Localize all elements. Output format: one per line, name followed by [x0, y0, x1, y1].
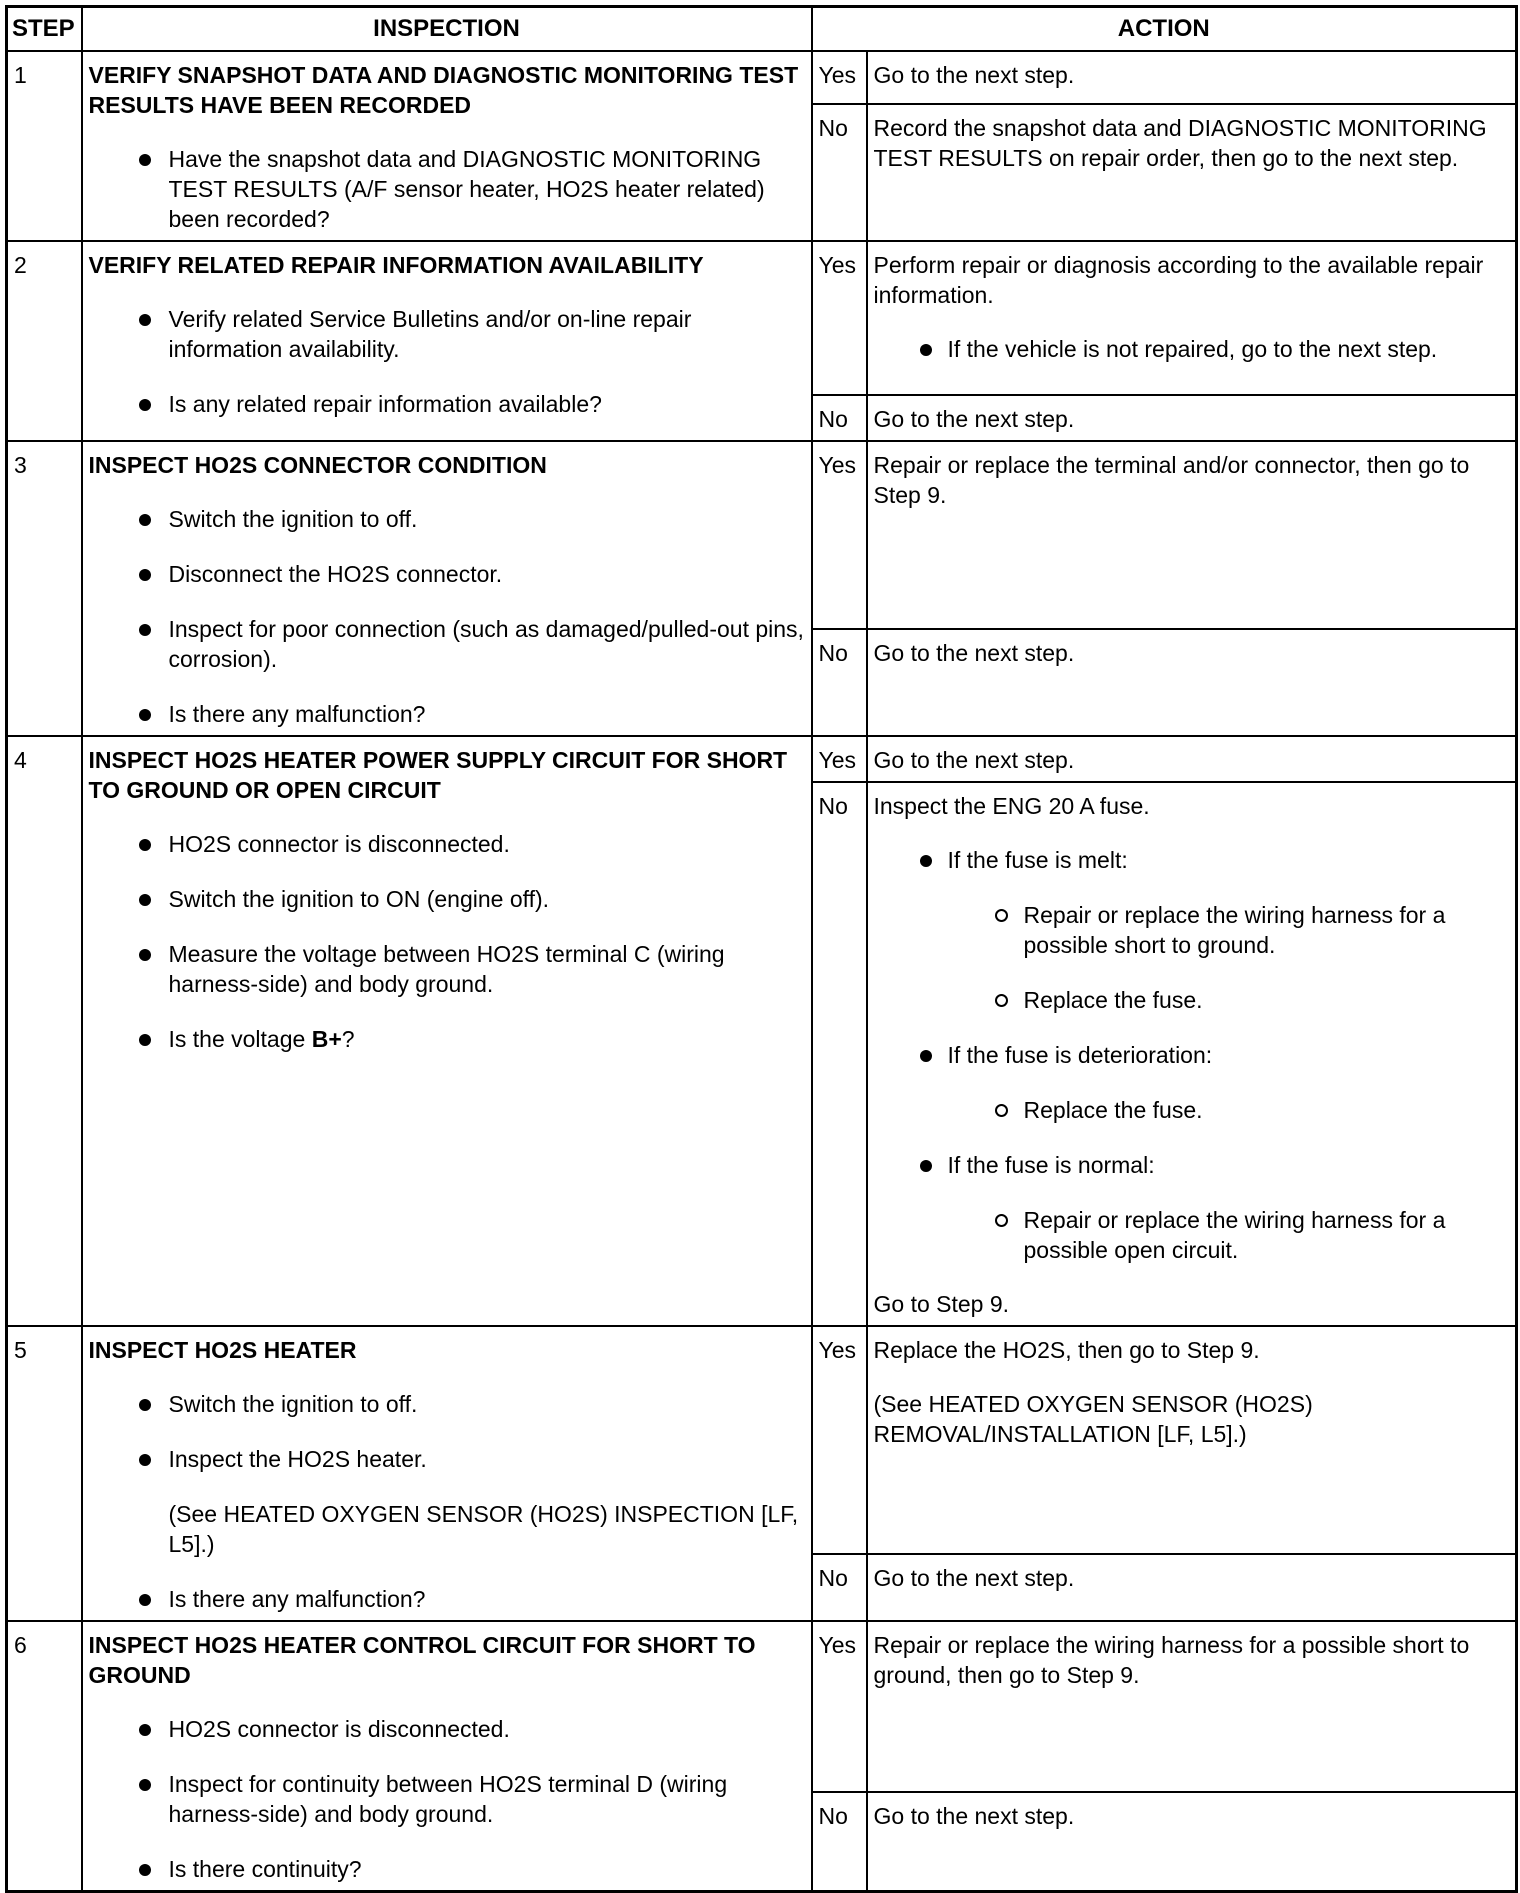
yes-action-bullet: If the vehicle is not repaired, go to the next step. [874, 334, 1510, 364]
inspection-item: Have the snapshot data and DIAGNOSTIC MONITORING TEST RESULTS (A/F sensor heater, HO2S heater related) been recorded? [89, 144, 805, 234]
header-step: STEP [7, 7, 82, 52]
no-label: No [812, 629, 867, 736]
inspection-item: Switch the ignition to off. [89, 504, 805, 534]
inspection-item: Verify related Service Bulletins and/or on-line repair information availability. [89, 304, 805, 364]
inspection-cell [82, 441, 812, 736]
step-number: 6 [7, 1621, 82, 1892]
no-action-intro: Inspect the ENG 20 A fuse. [873, 793, 1150, 819]
yes-action: Perform repair or diagnosis according to the available repair information. [873, 252, 1484, 308]
step-title: INSPECT HO2S HEATER POWER SUPPLY CIRCUIT FOR SHORT TO GROUND OR OPEN CIRCUIT [88, 747, 788, 803]
inspection-item: Is the voltage B+? [89, 1024, 805, 1054]
inspection-item: Measure the voltage between HO2S terminal C (wiring harness-side) and body ground. [89, 939, 805, 999]
no-action: Go to the next step. [867, 629, 1517, 736]
fuse-case: If the fuse is melt: Repair or replace the wiring harness for a possible short to ground. Replace the fuse. [874, 845, 1510, 1015]
no-label: No [812, 395, 867, 441]
no-action: Go to the next step. [867, 395, 1517, 441]
inspection-item: Switch the ignition to off. [89, 1389, 805, 1419]
fuse-case-action: Replace the fuse. [948, 1095, 1510, 1125]
inspection-cell [82, 1621, 812, 1892]
yes-action: Repair or replace the terminal and/or connector, then go to Step 9. [867, 441, 1517, 629]
inspection-item: Is there any malfunction? [89, 1584, 805, 1614]
inspection-cell [82, 1326, 812, 1621]
fuse-case-action: Replace the fuse. [948, 985, 1510, 1015]
no-action-cell [867, 782, 1517, 1326]
no-label: No [812, 104, 867, 241]
yes-action: Go to the next step. [867, 51, 1517, 104]
step-row-5-yes [7, 1326, 1517, 1554]
yes-label: Yes [812, 51, 867, 104]
step-row-1-yes [7, 51, 1517, 104]
fuse-case-action: Repair or replace the wiring harness for a possible short to ground. [948, 900, 1510, 960]
inspection-note: (See HEATED OXYGEN SENSOR (HO2S) INSPECTION [LF, L5].) [168, 1501, 799, 1557]
no-action-outro: Go to Step 9. [873, 1291, 1010, 1317]
step-title: INSPECT HO2S HEATER [88, 1337, 357, 1363]
no-action: Go to the next step. [867, 1792, 1517, 1891]
step-number: 4 [7, 736, 82, 1326]
inspection-item: HO2S connector is disconnected. [89, 1714, 805, 1744]
voltage-value: B+ [311, 1026, 342, 1052]
yes-action-note: (See HEATED OXYGEN SENSOR (HO2S) REMOVAL/INSTALLATION [LF, L5].) [873, 1391, 1313, 1447]
yes-action: Replace the HO2S, then go to Step 9. [873, 1337, 1260, 1363]
inspection-item: Is there any malfunction? [89, 699, 805, 729]
inspection-item: Inspect for poor connection (such as damaged/pulled-out pins, corrosion). [89, 614, 805, 674]
fuse-case-action: Repair or replace the wiring harness for a possible open circuit. [948, 1205, 1510, 1265]
inspection-item: Is there continuity? [89, 1854, 805, 1884]
diagnostic-procedure-table [5, 5, 1518, 1893]
step-row-6-yes [7, 1621, 1517, 1792]
step-number: 2 [7, 241, 82, 441]
inspection-item: Is any related repair information available? [89, 389, 805, 419]
step-number: 3 [7, 441, 82, 736]
yes-action: Repair or replace the wiring harness for a possible short to ground, then go to Step 9. [867, 1621, 1517, 1792]
step-row-2-yes [7, 241, 1517, 395]
yes-action-cell [867, 1326, 1517, 1554]
inspection-cell [82, 736, 812, 1326]
no-label: No [812, 1554, 867, 1621]
step-number: 1 [7, 51, 82, 241]
header-inspection: INSPECTION [82, 7, 812, 52]
yes-label: Yes [812, 441, 867, 629]
table-header-row [7, 7, 1517, 52]
header-action: ACTION [812, 7, 1517, 52]
step-title: INSPECT HO2S CONNECTOR CONDITION [88, 452, 547, 478]
yes-label: Yes [812, 1326, 867, 1554]
yes-label: Yes [812, 1621, 867, 1792]
inspection-item: Disconnect the HO2S connector. [89, 559, 805, 589]
no-label: No [812, 1792, 867, 1891]
inspection-cell [82, 51, 812, 241]
no-action: Record the snapshot data and DIAGNOSTIC MONITORING TEST RESULTS on repair order, then go to the next step. [867, 104, 1517, 241]
inspection-cell [82, 241, 812, 441]
inspection-item: Switch the ignition to ON (engine off). [89, 884, 805, 914]
no-label: No [812, 782, 867, 1326]
yes-action-cell [867, 241, 1517, 395]
step-row-3-yes [7, 441, 1517, 629]
fuse-case: If the fuse is deterioration: Replace the fuse. [874, 1040, 1510, 1125]
step-title: INSPECT HO2S HEATER CONTROL CIRCUIT FOR SHORT TO GROUND [88, 1632, 756, 1688]
yes-action: Go to the next step. [867, 736, 1517, 782]
no-action: Go to the next step. [867, 1554, 1517, 1621]
step-title: VERIFY RELATED REPAIR INFORMATION AVAILABILITY [88, 252, 704, 278]
inspection-item: Inspect the HO2S heater. [89, 1444, 805, 1474]
yes-label: Yes [812, 736, 867, 782]
fuse-case: If the fuse is normal: Repair or replace the wiring harness for a possible open circuit. [874, 1150, 1510, 1265]
step-row-4-yes [7, 736, 1517, 782]
step-number: 5 [7, 1326, 82, 1621]
inspection-item: HO2S connector is disconnected. [89, 829, 805, 859]
inspection-item: Inspect for continuity between HO2S terminal D (wiring harness-side) and body ground. [89, 1769, 805, 1829]
yes-label: Yes [812, 241, 867, 395]
step-title: VERIFY SNAPSHOT DATA AND DIAGNOSTIC MONITORING TEST RESULTS HAVE BEEN RECORDED [88, 62, 799, 118]
